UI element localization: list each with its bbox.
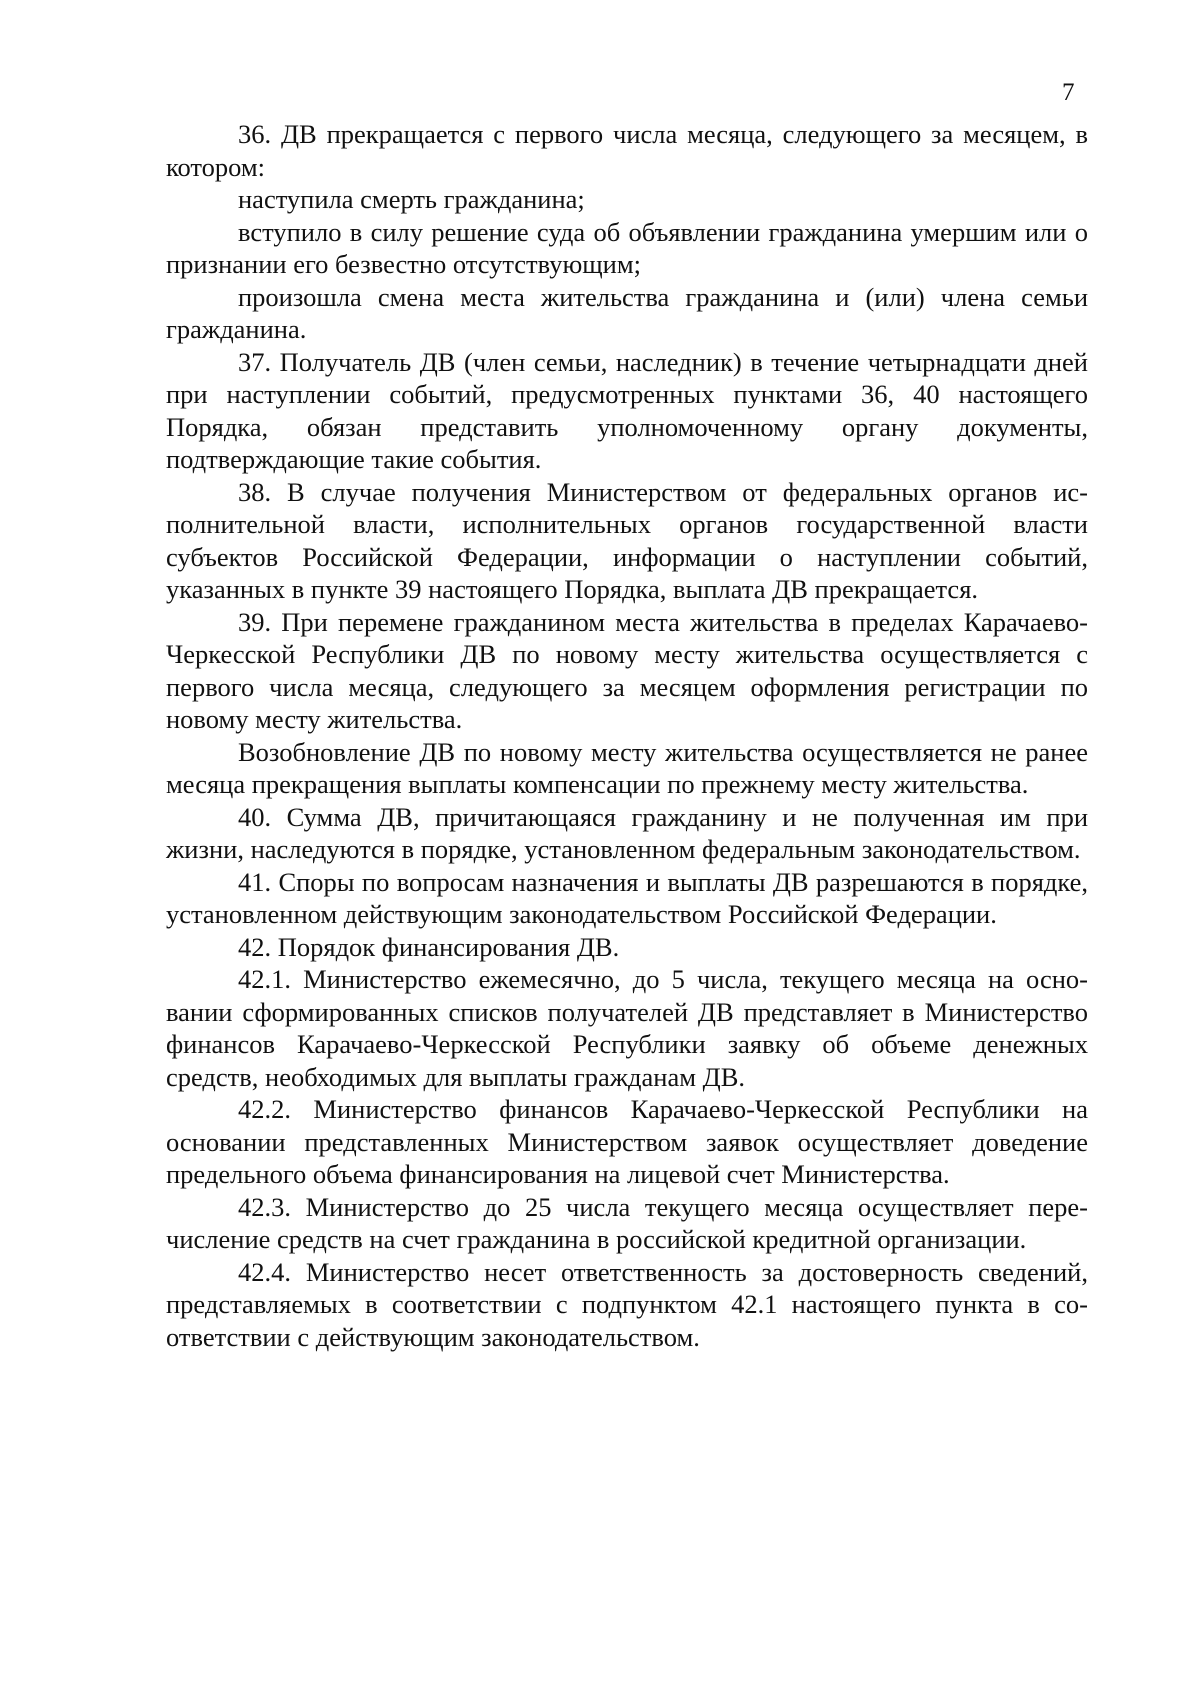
- paragraph-36: 36. ДВ прекращается с первого числа месяца, следующего за месяцем, в котором:: [166, 119, 1088, 182]
- paragraph-39-resumption: Возобновление ДВ по новому месту жительства осуществляется не ранее месяца прекращения выплаты компенсации по прежнему месту жительства.: [166, 736, 1088, 799]
- paragraph-37: 37. Получатель ДВ (член семьи, наследник) в течение четырнадцати дней при наступлении событий, предусмотренных пунктами 36, 40 настоящего Порядка, обязан представить уполномоченному органу документы, подтверждающие такие события.: [166, 346, 1088, 474]
- page-number: 7: [1062, 79, 1075, 106]
- paragraph-38: 38. В случае получения Министерством от федеральных органов исполнительной власти, исполнительных органов государственной власти субъектов Российской Федерации, информации о наступлении событий, указанных в пункте 39 настоящего Порядка, выплата ДВ прекращается.: [166, 476, 1088, 604]
- paragraph-36-item-death: наступила смерть гражданина;: [238, 184, 585, 214]
- paragraph-39: 39. При перемене гражданином места жительства в пределах Карачаево-Черкесской Республики ДВ по новому месту жительства осуществляется с первого числа месяца, следующего за месяцем оформления регистрации по новому месту жительства.: [166, 606, 1088, 734]
- paragraph-36-item-residence-change: произошла смена места жительства гражданина и (или) члена семьи гражданина.: [166, 281, 1088, 344]
- paragraph-40: 40. Сумма ДВ, причитающаяся гражданину и не полученная им при жизни, наследуются в порядке, установленном федеральным законодательством.: [166, 801, 1088, 864]
- paragraph-42-4: 42.4. Министерство несет ответственность за достоверность сведений, представляемых в соответствии с подпунктом 42.1 настоящего пункта в соответствии с действующим законодательством.: [166, 1256, 1088, 1352]
- paragraph-42-1: 42.1. Министерство ежемесячно, до 5 числа, текущего месяца на основании сформированных списков получателей ДВ представляет в Министерство финансов Карачаево-Черкесской Республики заявку об объеме денежных средств, необходимых для выплаты гражданам ДВ.: [166, 964, 1088, 1092]
- paragraph-41: 41. Споры по вопросам назначения и выплаты ДВ разрешаются в порядке, установленном действующим законодательством Российской Федерации.: [166, 866, 1088, 929]
- document-body: [166, 118, 1088, 1353]
- paragraph-36-item-court-decision: вступило в силу решение суда об объявлении гражданина умершим или о признании его безвестно отсутствующим;: [166, 216, 1088, 279]
- paragraph-42-2: 42.2. Министерство финансов Карачаево-Черкесской Республики на основании представленных Министерством заявок осуществляет доведение предельного объема финансирования на лицевой счет Министерства.: [166, 1094, 1088, 1189]
- paragraph-42: 42. Порядок финансирования ДВ.: [238, 931, 620, 962]
- paragraph-42-3: 42.3. Министерство до 25 числа текущего месяца осуществляет перечисление средств на счет гражданина в российской кредитной организации.: [166, 1191, 1088, 1254]
